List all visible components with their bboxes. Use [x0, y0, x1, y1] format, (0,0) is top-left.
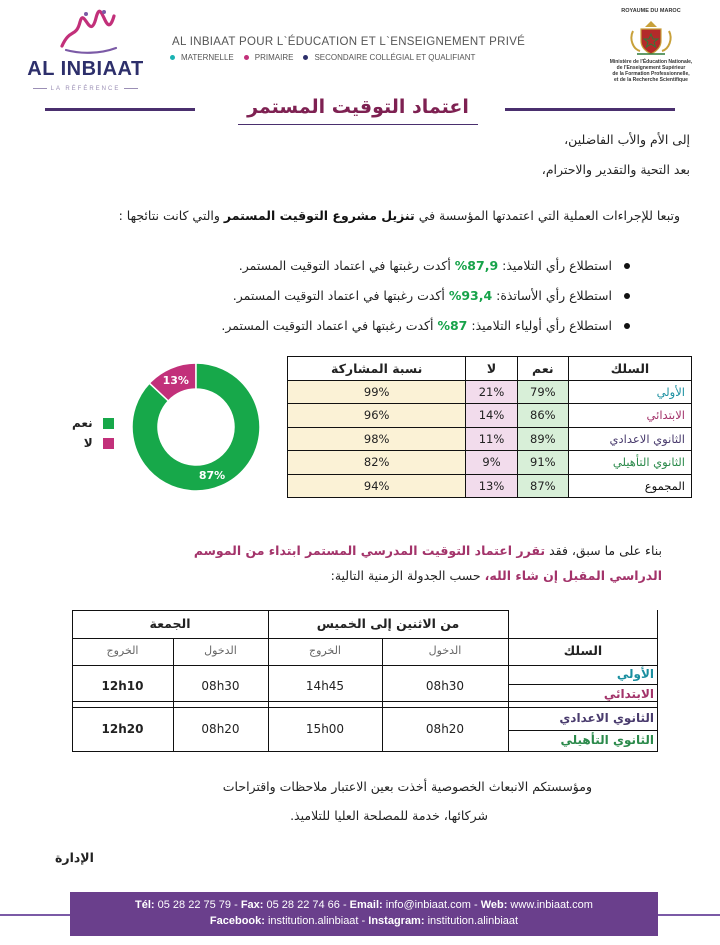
level-item: PRIMAIRE: [244, 53, 294, 62]
legend-item-no: لا: [72, 433, 114, 453]
level-dot-icon: [303, 55, 308, 60]
no-cell: 21%: [466, 380, 517, 404]
level-dot-icon: [170, 55, 175, 60]
grid-line: [72, 665, 658, 666]
closing-line-1: ومؤسستكم الانبعاث الخصوصية أخذت بعين الاعتبار ملاحظات واقتراحات: [222, 779, 592, 794]
slice-label-yes: 87%: [198, 469, 226, 482]
grid-line: [657, 610, 658, 752]
fr-exit-header: الخروج: [106, 644, 139, 657]
ministry-name: Ministère de l'Éducation Nationale, de l'Enseignement Supérieur de la Formation Professionnelle, et de la Recherche Scientifique: [609, 59, 693, 83]
fax-number: 05 28 22 74 66 -: [263, 899, 350, 911]
participation-cell: 82%: [288, 451, 466, 475]
cycle-name: الابتدائي: [569, 404, 692, 428]
level-dot-icon: [244, 55, 249, 60]
no-cell: 9%: [466, 451, 517, 475]
yes-cell: 89%: [517, 427, 568, 451]
logo-name: AL INBIAAT: [27, 58, 144, 80]
monday-thursday-header: من الاثنين إلى الخميس: [316, 616, 460, 631]
mt-exit-header: الخروج: [309, 644, 341, 657]
title-underline: [238, 124, 478, 125]
participation-cell: 99%: [288, 380, 466, 404]
level-item: SECONDAIRE COLLÉGIAL ET QUALIFIANT: [303, 53, 475, 62]
title-rule-left: [45, 108, 195, 111]
header-no: لا: [466, 357, 517, 381]
footer-line-2: Facebook: institution.alinbiaat - Instagram: institution.alinbiaat: [209, 915, 519, 927]
facebook-handle: institution.alinbiaat -: [264, 915, 369, 927]
intro-highlight: تنزيل مشروع التوقيت المستمر: [223, 208, 415, 223]
cycle-name: الأولي: [616, 667, 654, 681]
fr-entry-time: 08h30: [201, 679, 240, 693]
cycle-name: الثانوي التأهيلي: [560, 733, 654, 747]
header-participation: نسبة المشاركة: [288, 357, 466, 381]
cycle-name: الثانوي الاعدادي: [559, 711, 654, 725]
mt-entry-header: الدخول: [428, 644, 462, 657]
grid-line: [72, 707, 658, 708]
logo-tagline: LA RÉFÉRENCE: [18, 86, 153, 92]
list-item: استطلاع رأي التلاميذ: 87,9% أكدت رغبتها في اعتماد التوقيت المستمر.: [70, 256, 630, 286]
fr-entry-header: الدخول: [204, 644, 237, 657]
salutation: بعد التحية والتقدير والاحترام،: [541, 162, 690, 177]
decision-line-1: بناء على ما سبق، فقد تقرر اعتماد التوقيت المدرسي المستمر ابتداء من الموسم: [193, 543, 662, 558]
participation-cell: 94%: [288, 474, 466, 498]
survey-percent: 93,4%: [448, 288, 493, 303]
closing-line-2: شركائها، خدمة للمصلحة العليا للتلاميذ.: [290, 808, 488, 823]
slice-label-no: 13%: [162, 374, 189, 388]
cycle-name: المجموع: [569, 474, 692, 498]
instagram-handle: institution.alinbiaat: [424, 915, 519, 927]
list-item: استطلاع رأي أولياء التلاميذ: 87% أكدت رغبتها في اعتماد التوقيت المستمر.: [70, 316, 630, 346]
mt-exit-time: 15h00: [305, 722, 345, 736]
survey-results-list: [70, 256, 630, 346]
website-url: www.inbiaat.com: [507, 899, 593, 911]
table-row: [288, 404, 692, 428]
mt-entry-time: 08h20: [425, 722, 465, 736]
table-row: [288, 427, 692, 451]
cycle-name: الأولي: [569, 380, 692, 404]
grid-line: [72, 610, 508, 611]
cycle-name: الثانوي الاعدادي: [569, 427, 692, 451]
levels-list: [170, 53, 475, 62]
greeting: إلى الأم والأب الفاضلين،: [564, 132, 690, 147]
no-cell: 13%: [466, 474, 517, 498]
yes-cell: 86%: [517, 404, 568, 428]
legend-swatch-no: [103, 438, 114, 449]
yes-cell: 91%: [517, 451, 568, 475]
yes-cell: 87%: [517, 474, 568, 498]
survey-percent: 87,9%: [454, 258, 499, 273]
no-cell: 14%: [466, 404, 517, 428]
mt-exit-time: 14h45: [305, 679, 345, 693]
survey-percent: 87%: [437, 318, 468, 333]
grid-line: [72, 638, 658, 639]
administration-signoff: الإدارة: [55, 850, 94, 865]
header-cycle: السلك: [569, 357, 692, 381]
mt-entry-time: 08h30: [425, 679, 465, 693]
list-item: استطلاع رأي الأساتذة: 93,4% أكدت رغبتها في اعتماد التوقيت المستمر.: [70, 286, 630, 316]
level-item: MATERNELLE: [170, 53, 234, 62]
decision-highlight-2: الدراسي المقبل إن شاء الله،: [484, 568, 662, 583]
cycle-header: السلك: [563, 643, 603, 658]
institution-title: AL INBIAAT POUR L`ÉDUCATION ET L`ENSEIGNEMENT PRIVÉ: [172, 36, 526, 48]
table-row: [288, 451, 692, 475]
decision-line-2: الدراسي المقبل إن شاء الله، حسب الجدولة الزمنية التالية:: [330, 568, 662, 583]
legend-swatch-yes: [103, 418, 114, 429]
grid-line: [72, 751, 658, 752]
participation-cell: 98%: [288, 427, 466, 451]
footer-line-1: Tél: 05 28 22 75 79 - Fax: 05 28 22 74 66 - Email: info@inbiaat.com - Web: www.inbiaat.com: [135, 899, 593, 911]
cycle-name: الابتدائي: [603, 687, 654, 701]
yes-cell: 79%: [517, 380, 568, 404]
cycle-name: الثانوي التأهيلي: [569, 451, 692, 475]
calligraphy-logo-icon: [56, 8, 120, 56]
schedule-table: [72, 610, 658, 752]
table-row: [288, 380, 692, 404]
fr-exit-time: 12h10: [101, 679, 144, 693]
grid-line: [508, 684, 658, 685]
friday-header: الجمعة: [149, 616, 191, 631]
phone-number: 05 28 22 75 79 -: [154, 899, 241, 911]
coat-of-arms-icon: [627, 17, 675, 57]
grid-line: [508, 610, 509, 752]
ministry-block: [596, 8, 706, 83]
document-title: اعتماد التوقيت المستمر: [247, 96, 469, 118]
kingdom-label: ROYAUME DU MAROC: [621, 8, 681, 14]
school-logo: [18, 8, 153, 90]
header-yes: نعم: [517, 357, 568, 381]
no-cell: 11%: [466, 427, 517, 451]
grid-line: [72, 701, 658, 702]
email-address: info@inbiaat.com -: [382, 899, 481, 911]
decision-highlight: تقرر اعتماد التوقيت المدرسي المستمر ابتداء من الموسم: [193, 543, 546, 558]
contact-footer: [70, 892, 658, 936]
fr-entry-time: 08h20: [201, 722, 240, 736]
legend-item-yes: نعم: [72, 413, 114, 433]
grid-line: [508, 730, 658, 731]
title-rule-right: [505, 108, 675, 111]
table-header-row: [288, 357, 692, 381]
results-table: [287, 356, 692, 498]
table-row-total: [288, 474, 692, 498]
chart-legend: [72, 413, 114, 453]
participation-cell: 96%: [288, 404, 466, 428]
results-donut-chart: [131, 362, 261, 492]
intro-paragraph: وتبعا للإجراءات العملية التي اعتمدتها المؤسسة في تنزيل مشروع التوقيت المستمر والتي كانت نتائجها :: [118, 208, 680, 223]
fr-exit-time: 12h20: [101, 722, 144, 736]
